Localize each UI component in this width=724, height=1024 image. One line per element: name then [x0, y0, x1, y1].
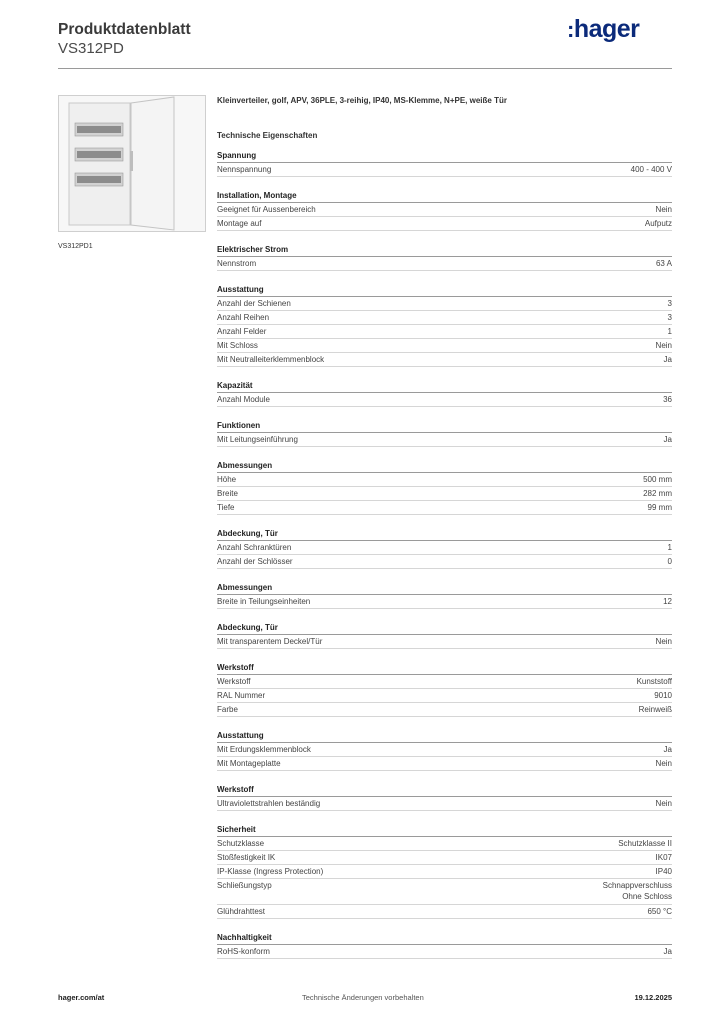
property-label: RAL Nummer [217, 691, 266, 700]
property-label: Schließungstyp [217, 881, 272, 890]
product-code: VS312PD [58, 40, 124, 57]
property-label: Anzahl Schranktüren [217, 543, 292, 552]
property-value [664, 353, 672, 366]
property-label: Geeignet für Aussenbereich [217, 205, 316, 214]
property-row [217, 595, 672, 609]
property-label: Nennstrom [217, 259, 257, 268]
property-value-line: 1 [667, 327, 672, 336]
property-value [603, 879, 672, 902]
property-row [217, 297, 672, 311]
section-title: Abmessungen [217, 581, 672, 595]
property-row [217, 879, 672, 905]
property-value [656, 257, 672, 270]
property-value-line: Ohne Schloss [622, 892, 672, 901]
property-section [217, 581, 672, 609]
property-row [217, 635, 672, 649]
section-title: Kapazität [217, 379, 672, 393]
property-row [217, 797, 672, 811]
section-title: Funktionen [217, 419, 672, 433]
section-title: Ausstattung [217, 283, 672, 297]
property-value-line: Schutzklasse II [618, 839, 672, 848]
product-content [217, 95, 672, 959]
property-row [217, 311, 672, 325]
property-value-line: Kunststoff [636, 677, 672, 686]
property-label: Höhe [217, 475, 237, 484]
section-title: Abdeckung, Tür [217, 527, 672, 541]
property-row [217, 501, 672, 515]
section-title: Nachhaltigkeit [217, 931, 672, 945]
property-label: Montage auf [217, 219, 262, 228]
property-section [217, 783, 672, 811]
section-title: Spannung [217, 149, 672, 163]
property-label: Mit Schloss [217, 341, 258, 350]
property-value [656, 635, 672, 648]
product-description: Kleinverteiler, golf, APV, 36PLE, 3-reihig, IP40, MS-Klemme, N+PE, weiße Tür [217, 96, 507, 105]
property-section [217, 931, 672, 959]
property-value [656, 797, 672, 810]
property-row [217, 757, 672, 771]
property-row [217, 675, 672, 689]
property-row [217, 851, 672, 865]
section-title: Elektrischer Strom [217, 243, 672, 257]
property-value [664, 433, 672, 446]
property-value-line: 0 [667, 557, 672, 566]
property-value-line: 500 mm [643, 475, 672, 484]
property-label: Tiefe [217, 503, 235, 512]
section-title: Abdeckung, Tür [217, 621, 672, 635]
property-value [647, 905, 672, 918]
property-label: Mit Erdungsklemmenblock [217, 745, 311, 754]
property-value-line: 282 mm [643, 489, 672, 498]
header-divider [58, 68, 672, 69]
property-row [217, 433, 672, 447]
property-value [656, 865, 672, 878]
section-title: Ausstattung [217, 729, 672, 743]
property-label: Mit transparentem Deckel/Tür [217, 637, 323, 646]
property-row [217, 163, 672, 177]
property-value [618, 837, 672, 850]
property-value-line: Aufputz [644, 219, 672, 228]
property-row [217, 865, 672, 879]
property-row [217, 473, 672, 487]
property-value-line: 400 - 400 V [630, 165, 672, 174]
section-title: Abmessungen [217, 459, 672, 473]
property-row [217, 339, 672, 353]
property-value [663, 393, 672, 406]
property-value-line: Schnappverschluss [602, 881, 672, 890]
property-value-line: Nein [655, 341, 672, 350]
property-row [217, 555, 672, 569]
distribution-board-illustration [59, 96, 205, 231]
document-header [58, 20, 191, 58]
property-value-line: Ja [663, 745, 672, 754]
property-value [639, 703, 672, 716]
property-label: Stoßfestigkeit IK [217, 853, 276, 862]
property-value [668, 297, 672, 310]
section-title: Sicherheit [217, 823, 672, 837]
hager-logo: :hager [567, 15, 640, 43]
property-label: Breite in Teilungseinheiten [217, 597, 311, 606]
property-value-line: 12 [663, 597, 672, 606]
footer-date: 19.12.2025 [634, 993, 672, 1002]
footer-website[interactable]: hager.com/at [58, 993, 105, 1002]
property-section [217, 243, 672, 271]
property-value-line: IP40 [655, 867, 672, 876]
property-row [217, 393, 672, 407]
property-value-line: 63 A [655, 259, 672, 268]
property-label: Ultraviolettstrahlen beständig [217, 799, 321, 808]
property-label: Mit Neutralleiterklemmenblock [217, 355, 325, 364]
property-section [217, 823, 672, 919]
property-value [656, 757, 672, 770]
document-title: Produktdatenblatt [58, 21, 191, 38]
property-section [217, 149, 672, 177]
property-row [217, 353, 672, 367]
property-value-line: 9010 [654, 691, 672, 700]
property-label: Mit Leitungseinführung [217, 435, 298, 444]
property-value-line: 99 mm [647, 503, 672, 512]
property-label: Anzahl der Schienen [217, 299, 291, 308]
property-value [645, 217, 672, 230]
property-value [668, 555, 672, 568]
property-row [217, 703, 672, 717]
property-value [656, 339, 672, 352]
property-value-line: Nein [655, 637, 672, 646]
property-label: Farbe [217, 705, 238, 714]
property-label: Anzahl Felder [217, 327, 267, 336]
property-row [217, 945, 672, 959]
image-caption: VS312PD1 [58, 243, 93, 250]
technical-properties-heading: Technische Eigenschaften [217, 131, 318, 140]
property-value [656, 851, 672, 864]
property-label: Nennspannung [217, 165, 272, 174]
property-value-line: Nein [655, 759, 672, 768]
property-section [217, 527, 672, 569]
property-label: RoHS-konform [217, 947, 270, 956]
property-value-line: Reinweiß [638, 705, 672, 714]
section-title: Werkstoff [217, 661, 672, 675]
property-value [637, 675, 672, 688]
property-value-line: Ja [663, 355, 672, 364]
property-row [217, 487, 672, 501]
property-value [668, 311, 672, 324]
property-label: IP-Klasse (Ingress Protection) [217, 867, 324, 876]
property-value-line: Nein [655, 799, 672, 808]
logo-text: hager [573, 15, 640, 43]
property-value-line: 36 [663, 395, 672, 404]
footer-notice: Technische Änderungen vorbehalten [302, 993, 424, 1002]
property-value-line: 3 [667, 313, 672, 322]
property-row [217, 743, 672, 757]
property-value [656, 203, 672, 216]
property-value [663, 595, 672, 608]
property-section [217, 189, 672, 231]
property-section [217, 419, 672, 447]
property-label: Schutzklasse [217, 839, 265, 848]
property-row [217, 905, 672, 919]
property-value [668, 541, 672, 554]
property-value-line: Ja [663, 435, 672, 444]
property-value-line: IK07 [655, 853, 672, 862]
product-image [58, 95, 206, 232]
section-title: Werkstoff [217, 783, 672, 797]
property-label: Werkstoff [217, 677, 251, 686]
property-row [217, 203, 672, 217]
property-value [643, 487, 672, 500]
property-row [217, 541, 672, 555]
property-section [217, 379, 672, 407]
property-row [217, 837, 672, 851]
property-sections [217, 149, 672, 959]
property-section [217, 283, 672, 367]
property-label: Mit Montageplatte [217, 759, 281, 768]
property-value [668, 325, 672, 338]
property-row [217, 689, 672, 703]
property-label: Anzahl der Schlösser [217, 557, 293, 566]
property-label: Breite [217, 489, 238, 498]
property-row [217, 217, 672, 231]
property-section [217, 729, 672, 771]
property-value [648, 501, 672, 514]
property-section [217, 661, 672, 717]
property-value-line: 3 [667, 299, 672, 308]
property-value [664, 945, 672, 958]
property-value-line: 650 °C [647, 907, 672, 916]
property-value [631, 163, 672, 176]
property-label: Glühdrahttest [217, 907, 266, 916]
property-label: Anzahl Reihen [217, 313, 270, 322]
property-value [664, 743, 672, 756]
property-row [217, 257, 672, 271]
property-label: Anzahl Module [217, 395, 270, 404]
property-value-line: 1 [667, 543, 672, 552]
property-row [217, 325, 672, 339]
property-section [217, 459, 672, 515]
property-value [654, 689, 672, 702]
property-value-line: Nein [655, 205, 672, 214]
property-value-line: Ja [663, 947, 672, 956]
property-value [643, 473, 672, 486]
property-section [217, 621, 672, 649]
section-title: Installation, Montage [217, 189, 672, 203]
